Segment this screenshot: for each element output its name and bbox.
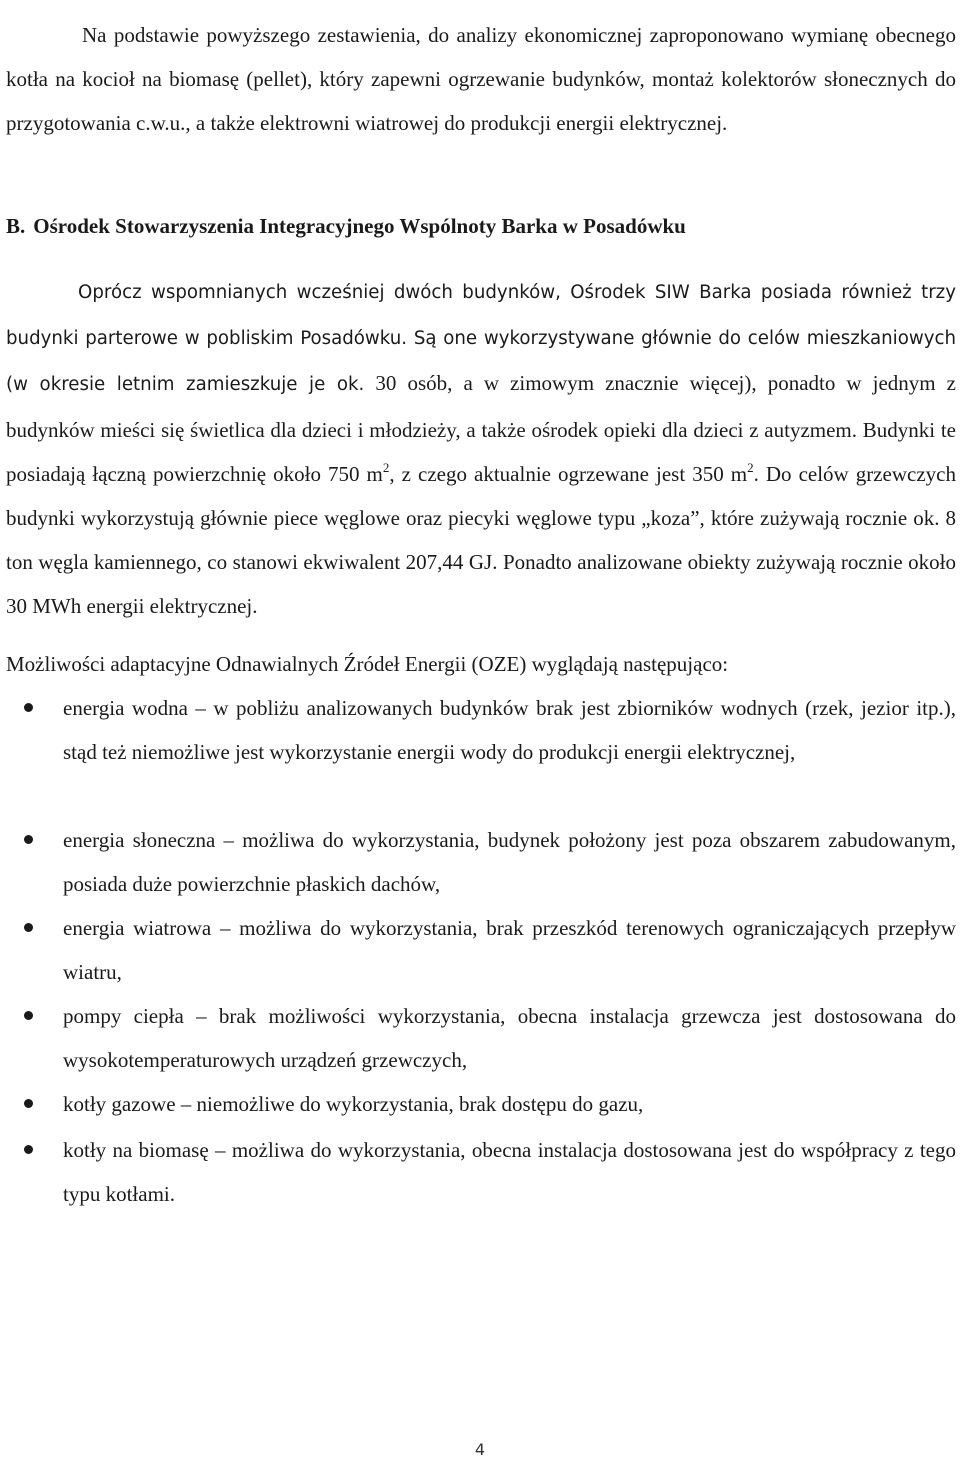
body-text-part-1: Oprócz wspomnianych wcześniej dwóch budynków, Ośrodek SIW Barka posiada również trzy budynki parterowe w pobliskim Posadówku. Są one wykorzystywane głównie do celów mieszkaniowych (w okresie letnim zamieszkuje je ok. (6, 282, 956, 396)
section-letter: B. (6, 214, 26, 238)
body-paragraph (6, 269, 956, 629)
section-title: Ośrodek Stowarzyszenia Integracyjnego Wspólnoty Barka w Posadówku (33, 214, 686, 238)
bullet-icon (24, 1011, 33, 1020)
list-item-text: energia słoneczna – możliwa do wykorzystania, budynek położony jest poza obszarem zabudowanym, posiada duże powierzchnie płaskich dachów, (63, 828, 956, 896)
bullet-icon (24, 1099, 33, 1108)
page-number: 4 (474, 1440, 486, 1459)
intro-paragraph: Na podstawie powyższego zestawienia, do analizy ekonomicznej zaproponowano wymianę obecnego kotła na kocioł na biomasę (pellet), który zapewni ogrzewanie budynków, montaż kolektorów słonecznych do przygotowania c.w.u., a także elektrowni wiatrowej do produkcji energii elektrycznej. (6, 23, 956, 135)
body-text-part-3: , z czego aktualnie ogrzewane jest 350 m (389, 461, 748, 486)
bullet-icon (24, 1145, 33, 1154)
bullet-icon (24, 923, 33, 932)
bullet-icon (24, 835, 33, 844)
list-item-text: energia wiatrowa – możliwa do wykorzystania, brak przeszkód terenowych ograniczających przepływ wiatru, (63, 916, 956, 984)
bullet-icon (24, 703, 33, 712)
body-text-part-2: 30 osób, a w zimowym znacznie więcej), ponadto w jednym z budynków mieści się świetlica dla dzieci i młodzieży, a także ośrodek opieki dla dzieci z autyzmem. Budynki te posiadają łączną powierzchnię około 750 m (6, 371, 956, 486)
list-item-text: kotły gazowe – niemożliwe do wykorzystania, brak dostępu do gazu, (63, 1092, 644, 1116)
oze-intro: Możliwości adaptacyjne Odnawialnych Źródeł Energii (OZE) wyglądają następująco: (6, 652, 729, 676)
list-item-text: pompy ciepła – brak możliwości wykorzystania, obecna instalacja grzewcza jest dostosowana do wysokotemperaturowych urządzeń grzewczych, (63, 1004, 956, 1072)
superscript-1: 2 (382, 459, 390, 475)
list-item-text: energia wodna – w pobliżu analizowanych budynków brak jest zbiorników wodnych (rzek, jezior itp.), stąd też niemożliwe jest wykorzystanie energii wody do produkcji energii elektrycznej, (63, 696, 956, 764)
list-item-text: kotły na biomasę – możliwa do wykorzystania, obecna instalacja dostosowana jest do współpracy z tego typu kotłami. (63, 1138, 956, 1206)
body-text-part-4: . Do celów grzewczych budynki wykorzystują głównie piece węglowe oraz piecyki węglowe typu „koza”, które zużywają rocznie ok. 8 ton węgla kamiennego, co stanowi ekwiwalent 207,44 GJ. Ponadto analizowane obiekty zużywają rocznie około 30 MWh energii elektrycznej. (6, 461, 957, 619)
section-heading (6, 204, 956, 248)
superscript-2: 2 (747, 459, 754, 475)
